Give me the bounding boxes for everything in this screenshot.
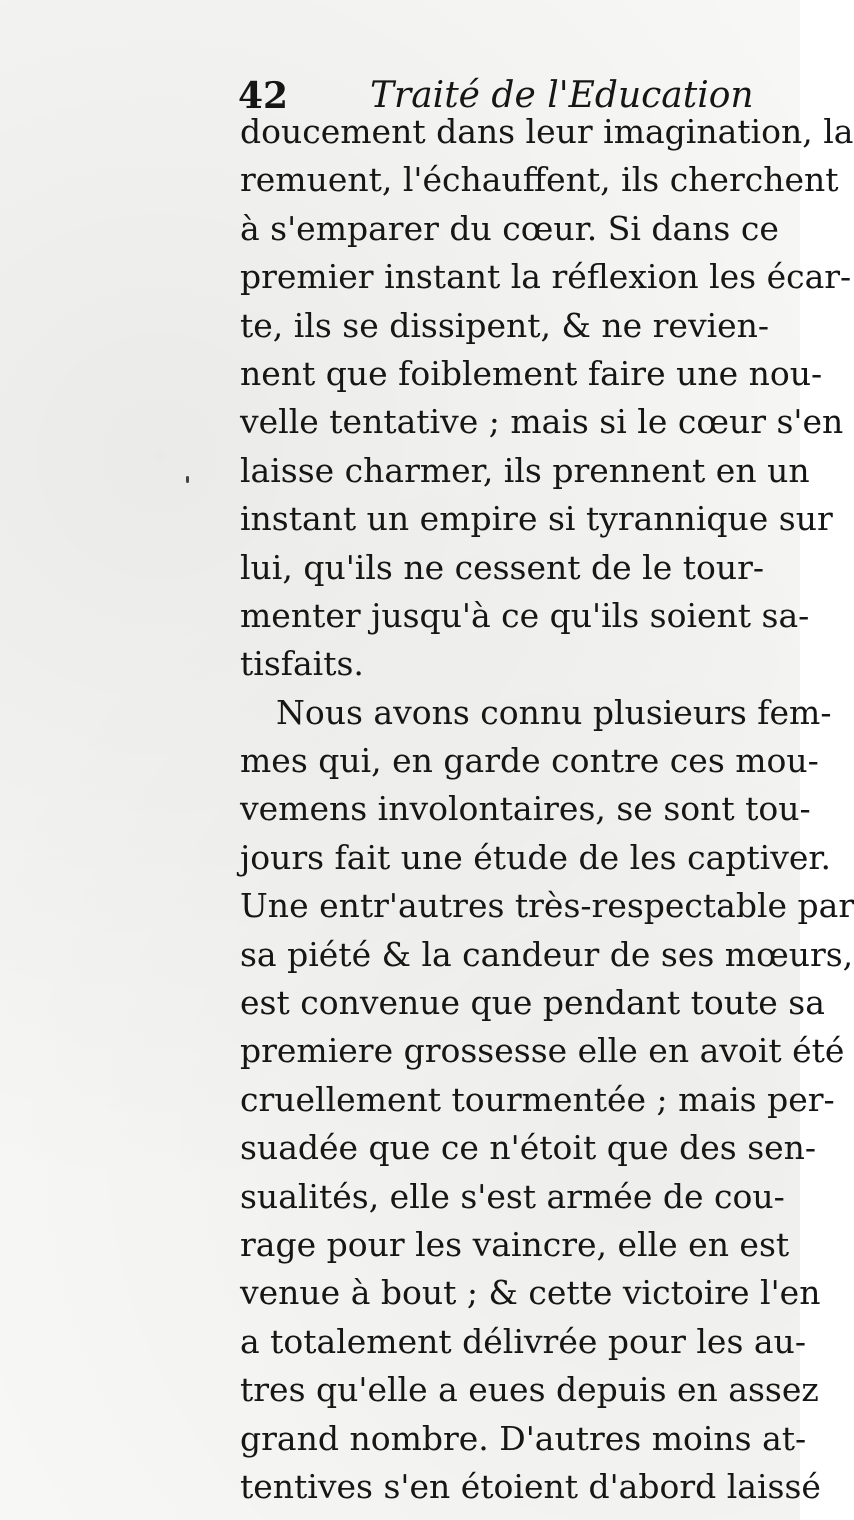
text-line: te, ils se dissipent, & ne revien- bbox=[240, 305, 770, 345]
text-line: à s'emparer du cœur. Si dans ce bbox=[240, 208, 779, 248]
text-line: a totalement délivrée pour les au- bbox=[240, 1321, 806, 1361]
text-line: menter jusqu'à ce qu'ils soient sa- bbox=[240, 595, 810, 635]
text-line: remuent, l'échauffent, ils cherchent bbox=[240, 160, 839, 200]
text-line: venue à bout ; & cette victoire l'en bbox=[240, 1273, 821, 1313]
text-line: tentives s'en étoient d'abord laissé bbox=[240, 1466, 821, 1506]
running-title: Traité de l'Education bbox=[370, 75, 754, 116]
text-line: laisse charmer, ils prennent en un bbox=[240, 450, 810, 490]
page-number: 42 bbox=[238, 75, 289, 117]
text-line: sualités, elle s'est armée de cou- bbox=[240, 1176, 785, 1216]
text-line: premier instant la réflexion les écar- bbox=[240, 257, 852, 297]
text-line: grand nombre. D'autres moins at- bbox=[240, 1418, 807, 1458]
text-line: lui, qu'ils ne cessent de le tour- bbox=[240, 547, 765, 587]
text-line: sa piété & la candeur de ses mœurs, bbox=[240, 934, 854, 974]
text-line: jours fait une étude de les captiver. bbox=[240, 837, 832, 877]
text-line: doucement dans leur imagination, la bbox=[240, 112, 854, 151]
text-line: est convenue que pendant toute sa bbox=[240, 983, 825, 1023]
text-line: rage pour les vaincre, elle en est bbox=[240, 1224, 790, 1264]
ink-speck bbox=[186, 476, 189, 483]
text-line: tres qu'elle a eues depuis en assez bbox=[240, 1370, 819, 1410]
body-text bbox=[240, 108, 854, 1511]
text-line: velle tentative ; mais si le cœur s'en bbox=[240, 402, 844, 442]
text-line: instant un empire si tyrannique sur bbox=[240, 499, 833, 539]
text-line: cruellement tourmentée ; mais per- bbox=[240, 1079, 835, 1119]
text-line: tisfaits. bbox=[240, 644, 364, 684]
text-line: mes qui, en garde contre ces mou- bbox=[240, 741, 819, 781]
text-line: vemens involontaires, se sont tou- bbox=[240, 789, 811, 829]
text-line: premiere grossesse elle en avoit été bbox=[240, 1031, 845, 1071]
paragraph-start-line: Nous avons connu plusieurs fem- bbox=[276, 692, 832, 732]
text-line: Une entr'autres très-respectable par bbox=[240, 886, 854, 926]
text-line: nent que foiblement faire une nou- bbox=[240, 353, 823, 393]
text-line: suadée que ce n'étoit que des sen- bbox=[240, 1128, 817, 1168]
